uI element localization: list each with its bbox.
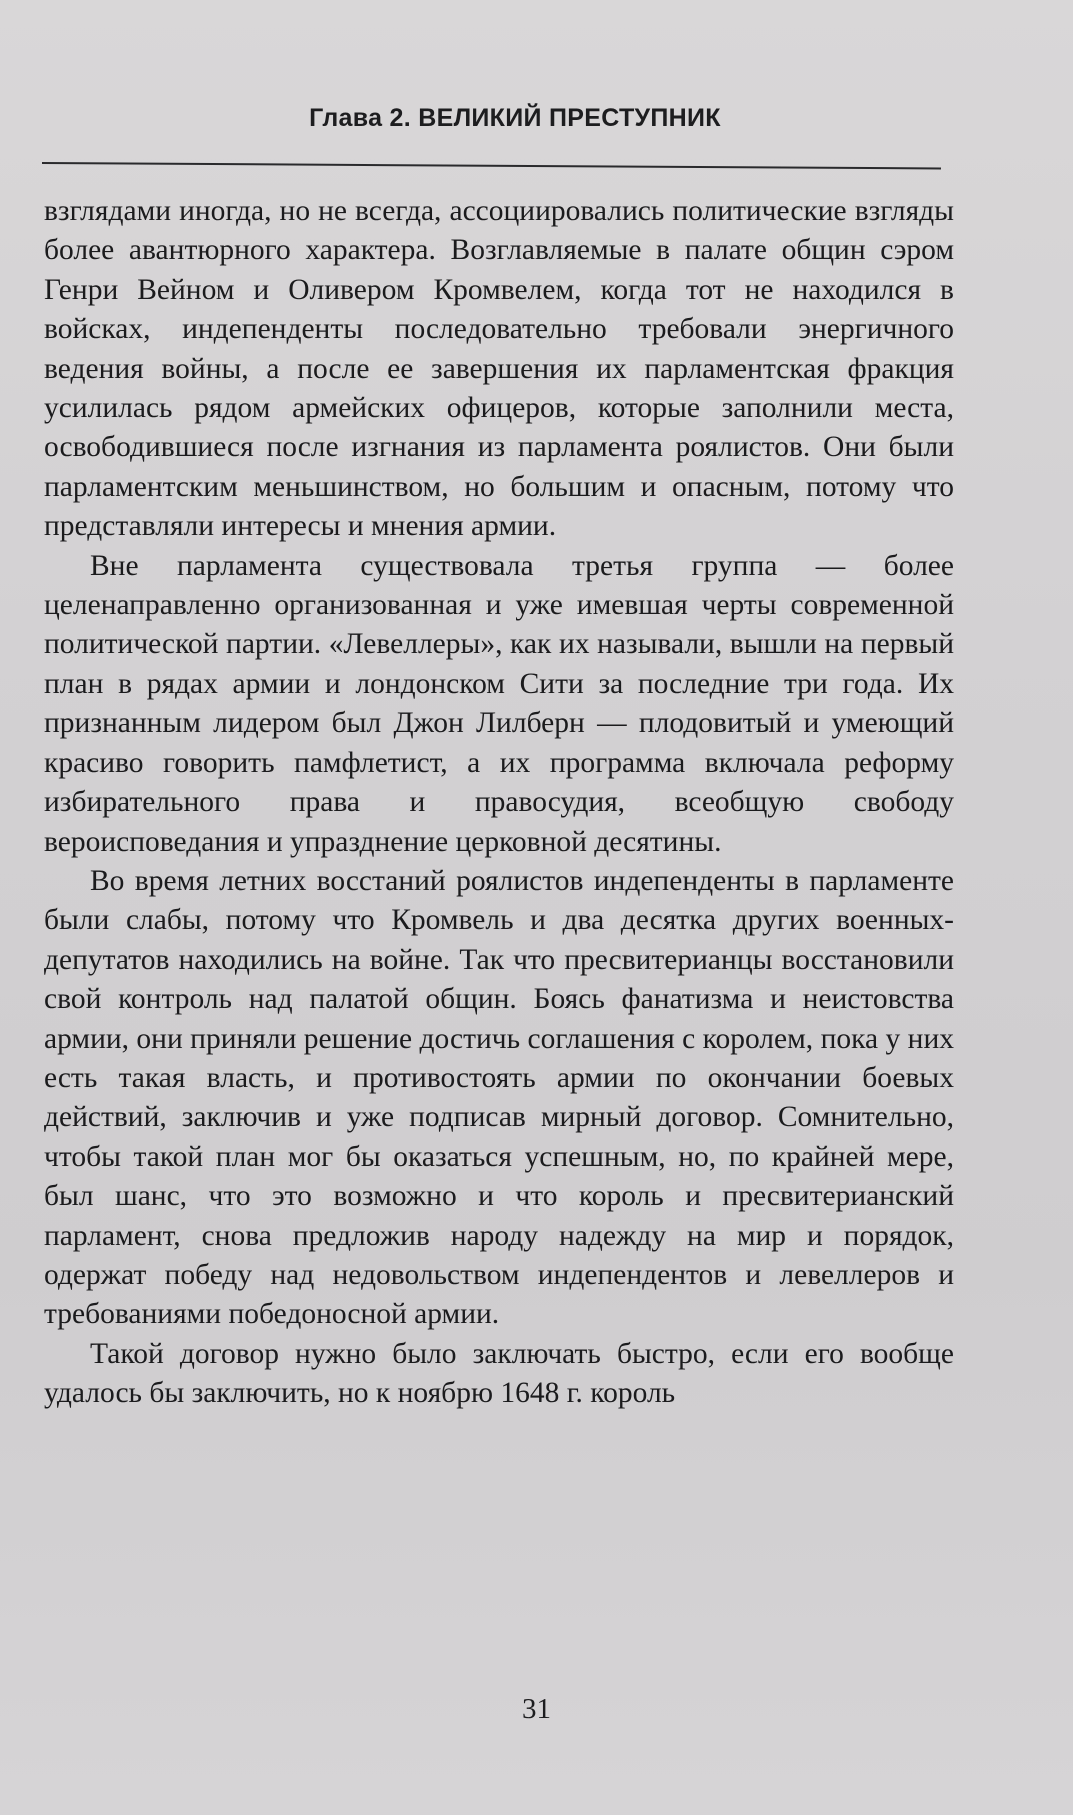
paragraph-summer-uprisings: Во время летних восстаний роялистов индепенденты в парламенте были слабы, потому что Кромвель и два десятка других военных-депутатов находились на войне. Так что пресвитерианцы восстановили свой контроль над палатой общин. Боясь фанатизма и неистовства армии, они приняли решение достичь соглашения с королем, пока у них есть такая власть, и противостоять армии по окончании боевых действий, заключив и уже подписав мирный договор. Сомнительно, чтобы такой план мог бы оказаться успешным, но, по крайней мере, был шанс, что это возможно и что король и пресвитерианский парламент, снова предложив народу надежду на мир и порядок, одержат победу над недовольством индепендентов и левеллеров и требованиями победоносной армии. bbox=[44, 864, 954, 1331]
running-head-title: Глава 2. ВЕЛИКИЙ ПРЕСТУПНИК bbox=[309, 104, 721, 132]
paragraph-treaty: Такой договор нужно было заключать быстро, если его вообще удалось бы заключить, но к ноябрю 1648 г. король bbox=[44, 1337, 954, 1410]
page-number: 31 bbox=[522, 1693, 551, 1725]
body-text bbox=[44, 192, 954, 1414]
header-rule bbox=[42, 162, 941, 169]
paragraph-levellers: Вне парламента существовала третья группа — более целенаправленно организованная и уже имевшая черты современной политической партии. «Левеллеры», как их называли, вышли на первый план в рядах армии и лондонском Сити за последние три года. Их признанным лидером был Джон Лилберн — плодовитый и умеющий красиво говорить памфлетист, а их программа включала реформу избирательного права и правосудия, всеобщую свободу вероисповедания и упразднение церковной десятины. bbox=[44, 549, 954, 858]
paragraph-continued: взглядами иногда, но не всегда, ассоциировались политические взгляды более авантюрного характера. Возглавляемые в палате общин сэром Генри Вейном и Оливером Кромвелем, когда тот не находился в войсках, индепенденты последовательно требовали энергичного ведения войны, а после ее завершения их парламентская фракция усилилась рядом армейских офицеров, которые заполнили места, освободившиеся после изгнания из парламента роялистов. Они были парламентским меньшинством, но большим и опасным, потому что представляли интересы и мнения армии. bbox=[44, 195, 954, 543]
